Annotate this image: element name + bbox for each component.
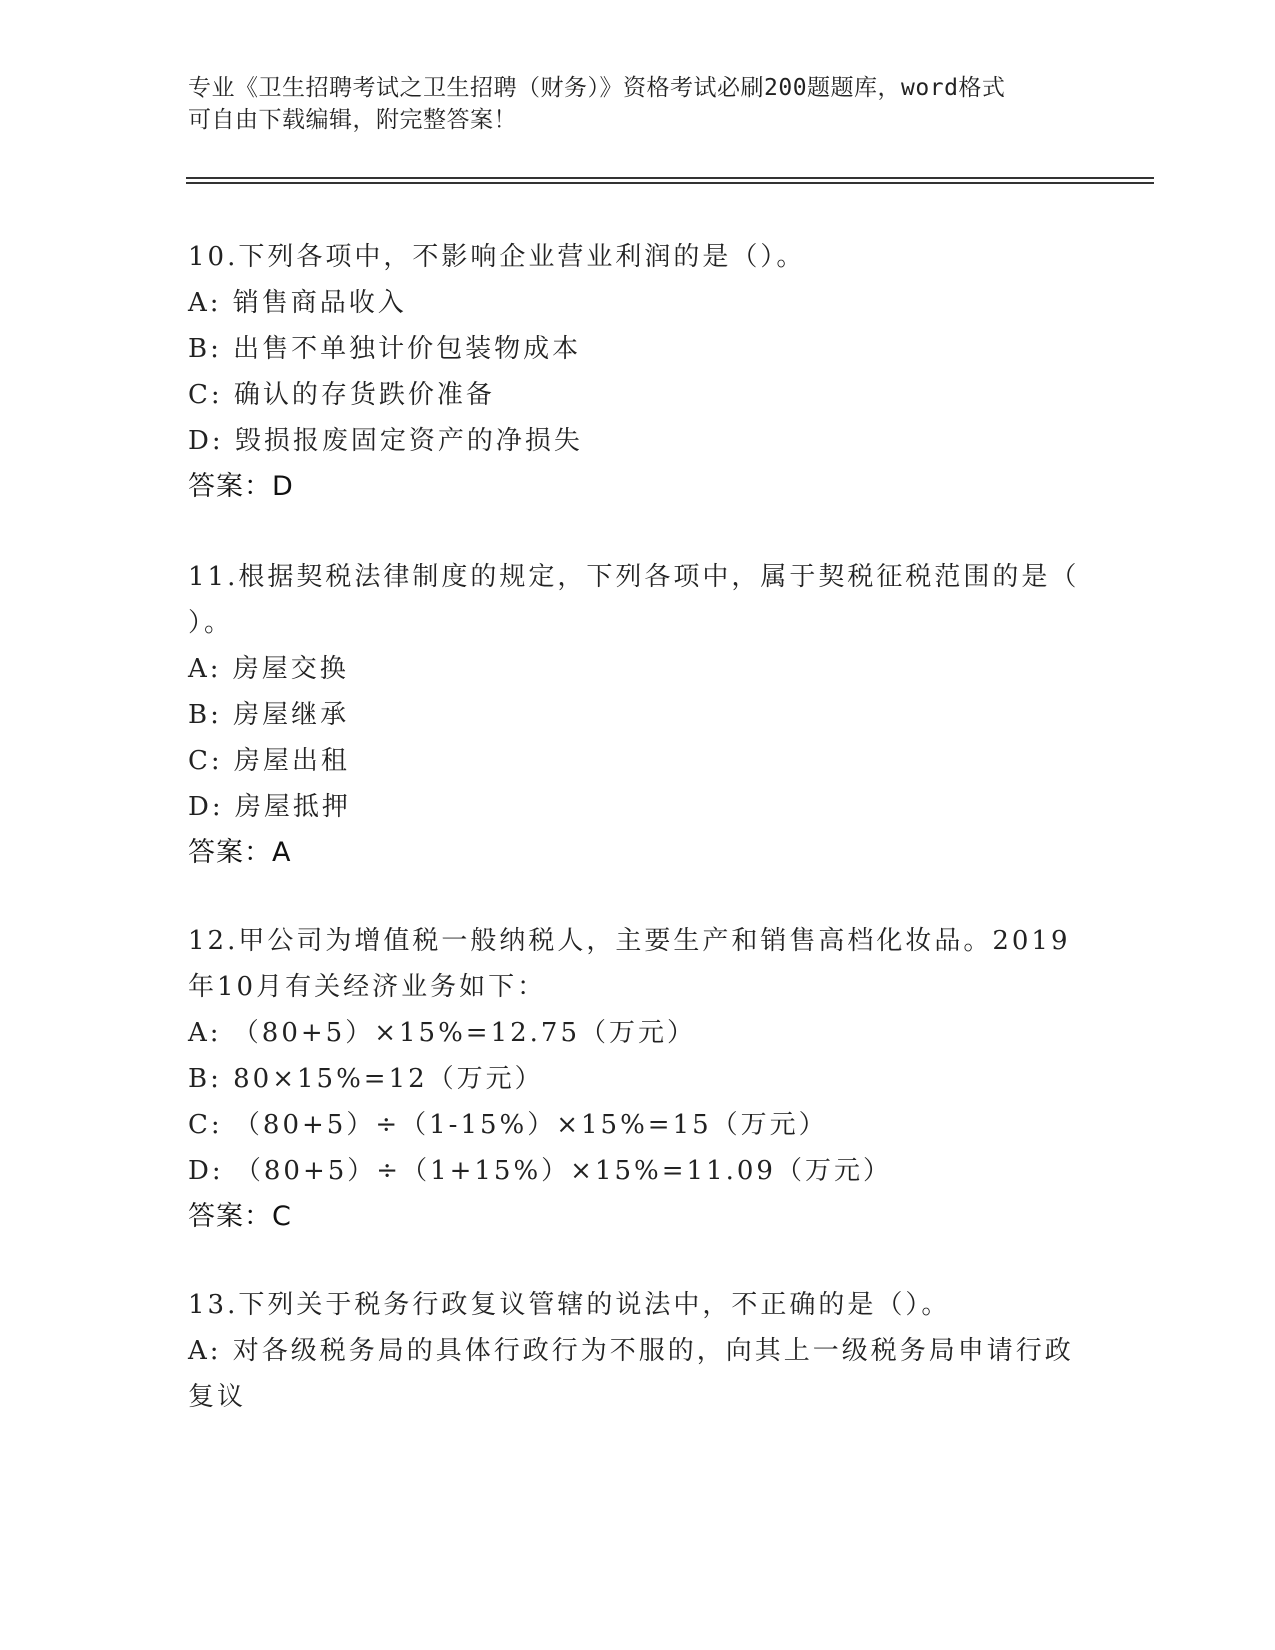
option-a-continued: 复议 [188,1382,247,1412]
header-title-line-2: 可自由下载编辑，附完整答案！ [188,107,517,133]
option-b: B: 出售不单独计价包装物成本 [188,334,582,364]
question-13 [188,1282,1088,1420]
option-b: B: 80×15%=12（万元） [188,1064,544,1094]
header-divider-bottom [186,182,1154,184]
question-stem-continued: ）。 [188,608,234,638]
header-title-line-1: 专业《卫生招聘考试之卫生招聘（财务）》资格考试必刷200题题库，word格式 [188,75,1006,101]
document-header [188,72,1068,136]
answer-label: 答案：A [188,837,292,868]
option-a: A: （80+5）×15%=12.75（万元） [188,1018,697,1048]
option-a: A: 销售商品收入 [188,288,407,318]
question-stem: 10.下列各项中，不影响企业营业利润的是（）。 [188,242,806,272]
question-stem: 11.根据契税法律制度的规定，下列各项中，属于契税征税范围的是（ [188,562,1080,592]
option-b: B: 房屋继承 [188,700,350,730]
option-d: D: （80+5）÷（1+15%）×15%=11.09（万元） [188,1156,892,1186]
option-c: C: 确认的存货跌价准备 [188,380,495,410]
question-10 [188,234,1088,510]
option-a: A: 对各级税务局的具体行政行为不服的，向其上一级税务局申请行政 [188,1336,1074,1366]
answer-label: 答案：C [188,1201,292,1232]
option-d: D: 房屋抵押 [188,792,351,822]
question-stem-continued: 年10月有关经济业务如下： [188,972,547,1002]
question-stem: 12.甲公司为增值税一般纳税人，主要生产和销售高档化妆品。2019 [188,926,1071,956]
option-d: D: 毁损报废固定资产的净损失 [188,426,583,456]
header-divider-top [186,177,1154,179]
question-stem: 13.下列关于税务行政复议管辖的说法中，不正确的是（）。 [188,1290,951,1320]
option-a: A: 房屋交换 [188,654,349,684]
option-c: C: （80+5）÷（1-15%）×15%=15（万元） [188,1110,828,1140]
question-12 [188,918,1088,1240]
answer-label: 答案：D [188,471,294,502]
option-c: C: 房屋出租 [188,746,350,776]
question-11 [188,554,1088,876]
